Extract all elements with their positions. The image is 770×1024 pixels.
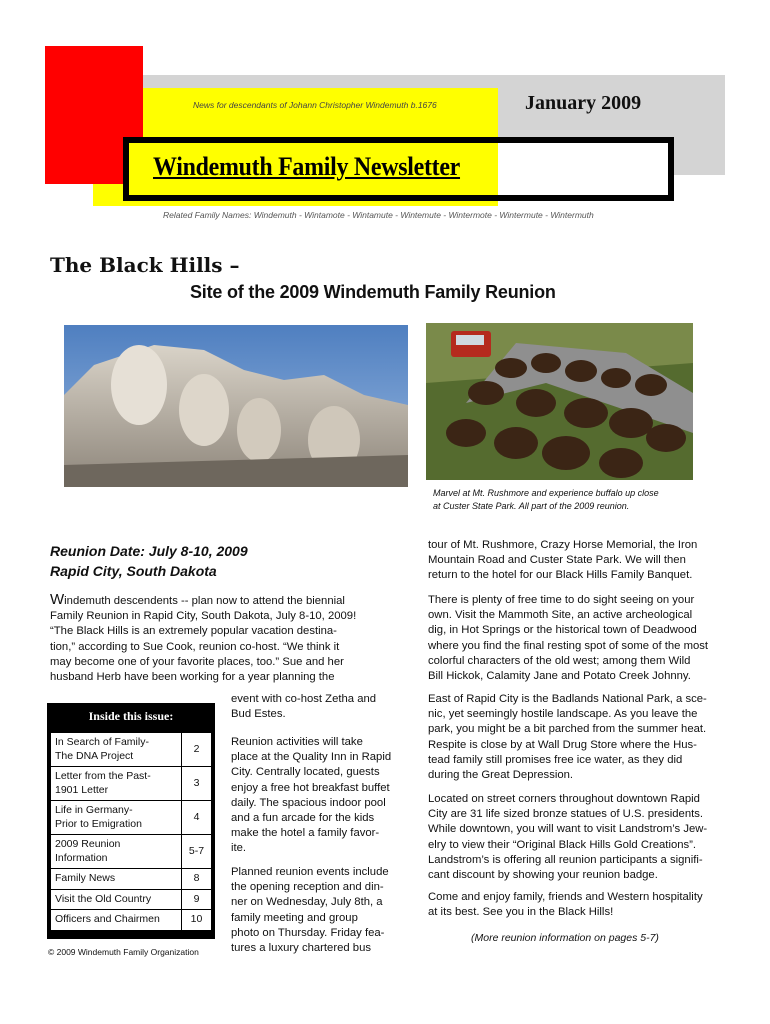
reunion-date	[50, 541, 248, 581]
article-col3-p5	[428, 890, 703, 920]
caption-line: Marvel at Mt. Rushmore and experience buffalo up close	[433, 488, 659, 498]
photo-caption	[433, 487, 713, 513]
text-line: Bud Estes.	[231, 708, 286, 721]
text-line: City. Centrally located, guests	[231, 766, 380, 779]
buffalo-herd-photo	[426, 323, 693, 480]
text-line: tion,” according to Sue Cook, reunion co-host. “We think it	[50, 640, 340, 653]
article-col2-p2	[231, 735, 391, 857]
toc-item[interactable]	[51, 835, 211, 869]
toc-item-label: In Search of Family- The DNA Project	[55, 736, 149, 762]
text-line: City are 31 life sized bronze statues of U.S. presidents.	[428, 808, 704, 821]
reunion-date-line: Reunion Date: July 8-10, 2009	[50, 543, 248, 559]
toc-item-label: Officers and Chairmen	[55, 913, 160, 925]
article-headline: The Black Hills –	[50, 253, 240, 277]
text-line: nic, yet seemingly hostile landscape. As you leave the	[428, 708, 698, 721]
article-col3-p4	[428, 792, 707, 883]
text-line: photo on Thursday. Friday fea-	[231, 926, 385, 939]
text-line: husband Herb have been working for a year planning the	[50, 671, 335, 684]
copyright-notice: © 2009 Windemuth Family Organization	[48, 947, 199, 957]
article-lead-paragraph	[50, 592, 356, 685]
toc-item[interactable]	[51, 890, 211, 911]
text-line: ner on Wednesday, July 8th, a	[231, 896, 383, 909]
issue-date: January 2009	[525, 92, 642, 114]
text-line: While downtown, you will want to visit Landstrom’s Jew-	[428, 823, 708, 836]
drop-cap: W	[50, 591, 65, 608]
text-line: tead family still promises free ice water, as they did	[428, 753, 683, 766]
text-line: “The Black Hills is an extremely popular vacation destina-	[50, 625, 337, 638]
text-line: Come and enjoy family, friends and Western hospitality	[428, 891, 703, 903]
text-line: daily. The spacious indoor pool	[231, 796, 386, 809]
toc-item[interactable]	[51, 767, 211, 801]
toc-item-label: 2009 Reunion Information	[55, 838, 121, 864]
text-line: family meeting and group	[231, 911, 358, 924]
toc-item[interactable]	[51, 910, 211, 930]
text-line: event with co-host Zetha and	[231, 693, 377, 705]
text-line: Windemuth descendents -- plan now to attend the biennial	[50, 591, 345, 608]
text-line: ite.	[231, 842, 247, 855]
text-line: East of Rapid City is the Badlands National Park, a sce-	[428, 693, 707, 705]
toc-item-label: Life in Germany- Prior to Emigration	[55, 804, 142, 830]
article-col3-p3	[428, 692, 707, 783]
toc-item-page: 10	[181, 910, 211, 930]
reunion-location-line: Rapid City, South Dakota	[50, 563, 217, 579]
text-line: place at the Quality Inn in Rapid	[231, 751, 392, 764]
text-line: may become one of your favorite places, too.” Sue and her	[50, 655, 344, 668]
toc-item-page: 3	[181, 767, 211, 800]
text-line: where you find the final resting spot of some of the most	[428, 639, 709, 652]
toc-item-page: 5-7	[181, 835, 211, 868]
related-family-names: Related Family Names: Windemuth - Wintamote - Wintamute - Wintemute - Wintermote - Wintermute - Wintermuth	[163, 210, 594, 220]
toc-item-label: Letter from the Past- 1901 Letter	[55, 770, 151, 796]
text-line: tour of Mt. Rushmore, Crazy Horse Memorial, the Iron	[428, 539, 698, 551]
text-line: Located on street corners throughout downtown Rapid	[428, 793, 700, 805]
text-line: tures a luxury chartered bus	[231, 942, 372, 955]
inside-this-issue-title: Inside this issue:	[88, 709, 174, 723]
toc-item[interactable]	[51, 869, 211, 890]
text-line: elry to view their “Original Black Hills Gold Creations”.	[428, 838, 697, 851]
text-line: colorful characters of the old west; among them Wild	[428, 654, 691, 667]
text-line: enjoy a free hot breakfast buffet	[231, 781, 390, 794]
article-subheadline: Site of the 2009 Windemuth Family Reunion	[190, 282, 556, 302]
toc-item[interactable]	[51, 733, 211, 767]
text-line: park, you might be a bit parched from the summer heat.	[428, 723, 707, 736]
toc-item-page: 2	[181, 733, 211, 766]
text-line: Landstrom’s is offering all reunion participants a signifi-	[428, 853, 703, 866]
text-line: dig, in Hot Springs or the historical town of Deadwood	[428, 624, 697, 637]
text-line: Reunion activities will take	[231, 736, 363, 748]
toc-item-label: Family News	[55, 872, 116, 884]
toc-item-page: 8	[181, 869, 211, 889]
toc-item-label: Visit the Old Country	[55, 892, 152, 905]
text-line: Mountain Road and Custer State Park. We will then	[428, 554, 686, 567]
text-line: return to the hotel for our Black Hills Family Banquet.	[428, 569, 693, 582]
text-line: at its best. See you in the Black Hills!	[428, 906, 614, 919]
article-col3-p2	[428, 593, 708, 684]
text-line: during the Great Depression.	[428, 769, 574, 782]
text-line: Respite is close by at Wall Drug Store where the Hus-	[428, 738, 697, 751]
toc-item-page: 4	[181, 801, 211, 834]
mount-rushmore-photo	[64, 325, 408, 487]
table-of-contents	[51, 733, 211, 930]
text-line: cant discount by showing your reunion badge.	[428, 869, 658, 882]
article-col2-p1	[231, 692, 376, 722]
more-info-note: (More reunion information on pages 5-7)	[471, 932, 659, 944]
toc-item[interactable]	[51, 801, 211, 835]
newsletter-title: Windemuth Family Newsletter	[153, 152, 461, 181]
text-line: and a fun arcade for the kids	[231, 812, 375, 825]
article-col3-p1	[428, 538, 697, 584]
tagline: News for descendants of Johann Christopher Windemuth b.1676	[193, 100, 437, 110]
toc-item-page: 9	[181, 890, 211, 910]
text-line: own. Visit the Mammoth Site, an active archeological	[428, 609, 693, 622]
text-line: Bill Hickok, Calamity Jane and Potato Creek Johnny.	[428, 670, 691, 683]
text-line: Planned reunion events include	[231, 866, 389, 878]
text-line: the opening reception and din-	[231, 881, 384, 894]
text-line: Family Reunion in Rapid City, South Dakota, July 8-10, 2009!	[50, 610, 357, 623]
caption-line: at Custer State Park. All part of the 2009 reunion.	[433, 501, 630, 511]
text-line: make the hotel a family favor-	[231, 827, 380, 840]
text-line: There is plenty of free time to do sight seeing on your	[428, 594, 695, 606]
article-col2-p3	[231, 865, 389, 956]
inside-this-issue-box	[47, 703, 215, 939]
